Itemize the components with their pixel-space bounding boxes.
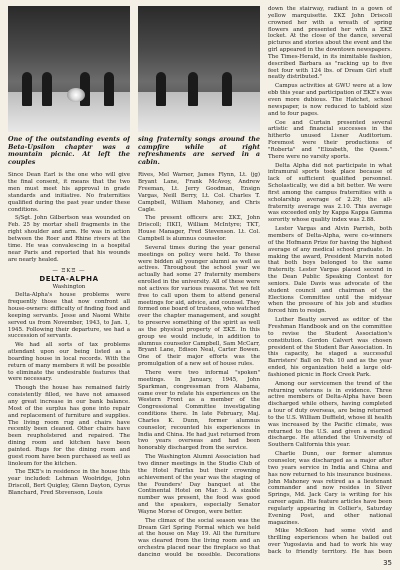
photo-caption-left: One of the outstanding events of Beta-Upsilon chapter was a mountain picnic. At left the couples <box>8 135 130 166</box>
column-3 <box>268 6 392 556</box>
photo-campfire-left <box>8 6 130 132</box>
section-divider: — ΞΚΞ — <box>52 268 86 275</box>
section-heading: DELTA-ALPHA <box>39 275 99 284</box>
paragraph: The Washington Alumni Association had two dinner meetings in the Studio Club of the Hotel Fairfax but their crowning achievement of the year was the staging of the Founders' Day banquet at the Continental Hotel on Mar. 3. A sizable number was present, the food was good and the speakers, especially Senator Wayne Morse of Oregon, were better. <box>138 454 260 515</box>
page-number: 35 <box>383 559 392 567</box>
paragraph: Since Dean Earl is the one who will give the final consent, it means that the two men must meet his approval in grade standards and initiative. No fraternities qualified during the past year under these conditions. <box>8 172 130 213</box>
paragraph: There were two informal "spoken" meetings. In January, 1945, John Sparkman, congressman from Alabama, came over to relate his experiences on the Western Front as a member of the Congressional Committee investigating conditions there. In late February, Maj. Charles K. Dunn, former alumnus counselor, recounted his experiences in India and China. He had just returned from two years overseas and had been honorably discharged from the service. <box>138 370 260 452</box>
photo-cabin-right <box>138 6 260 132</box>
paragraph: Delta Alpha did not participate in what intramural sports took place because of lack of sufficient qualified personnel. Scholastically, we did a bit better. We were first among the campus fraternities with a scholarship average of 2.29; the all-fraternity average was 2.10. This average was exceeded only by Kappa Kappa Gamma sorority whose quality index was 2.88. <box>268 162 392 224</box>
text-columns <box>8 6 392 556</box>
paragraph: down the stairway, radiant in a gown of yellow marquisette. ΣΚΣ John Driscoll crowned her with a wreath of spring flowers and presented her with a ΞΚΞ locket. At the close of the dance, several pictures and stories about the event and the girl appeared in the downtown newspapers. The Times-Herald, in its inimitable fashion, described Barbara as "racking up to five feet four with 124 lbs. of Dream Girl stuff neatly distributed." <box>268 6 392 81</box>
paragraph: The present officers are: ΣΚΣ, John Driscoll; ΠΚΠ, William McIntyre; ΤΚΤ, House Manager, Fred Stevenson. Lt. Col. Campbell is alumnus counselor. <box>138 215 260 242</box>
paragraph: Though the house has remained fairly consistently filled, we have not amassed any great increase in our bank balance. Most of the surplus has gone into repair and replacement of furniture and supplies. The living room rug and chairs have recently been cleaned. Other chairs have been reupholstered and repaired. The dining room and kitchen have been painted. Rugs for the dining room and guest room have been purchased as well as linoleum for the kitchen. <box>8 385 130 467</box>
photo-caption-right: sing fraternity songs around the campfire while at right refreshments are served in a cabin. <box>138 135 260 166</box>
paragraph: S/Sgt. John Gilbertson was wounded on Feb. 25 by mortar shell fragments in the right shoulder and arm. He was in action between the Roer and Rhine rivers at the time. He was convalescing in a hospital near Paris and reported that his wounds are nearly healed. <box>8 215 130 263</box>
paragraph: The climax of the social season was the Dream Girl Spring Formal which we held at the house on May 19. All the furniture was cleared from the living room and an orchestra placed near the fireplace so that dancing would be possible. Decorations <box>138 517 260 556</box>
paragraph: Coe and Curtain presented several artistic and financial successes in the hitherto unused Lisner Auditorium. Foremost were their productions of "Roberta" and "Elizabeth, the Queen." There were no varsity sports. <box>268 119 392 160</box>
paragraph: Mike McKeon had some vivid and thrilling experiences when he bailed out over Yugoslavia and had to work his way back to friendly territory. He has been <box>268 528 392 555</box>
paragraph: Charlie Dunn, our former alumnus counselor, was discharged as a major after two years service in India and China and has now returned to his insurance business. John Mahoney was retired as a lieutenant commander and now resides in Silver Springs, Md. Jack Cary is writing for his career again. His feature articles have been regularly appearing in Collier's, Saturday Evening Post, and other national magazines. <box>268 451 392 526</box>
section-location: Washington <box>52 284 86 291</box>
column-2 <box>138 6 260 556</box>
paragraph: Delta-Alpha's house problems were frequently those that now confront all house-owners: difficulty of finding food and keeping servants. Jesse and Naomi White served us from November, 1943, to Jan. 1, 1945. Following their departure, we had a succession of servants. <box>8 292 130 340</box>
paragraph: Luther Beatty served as editor of the Freshman Handbook and on the committee to revise the Student Association's constitution. Gordon Calvert was chosen president of the Student Bar Association. In this capacity, he staged a successful Barristers' Ball on Feb. 10 and as the year ended, his organization held a large old-fashioned picnic in Rock Creek Park. <box>268 317 392 378</box>
paragraph: Lester Vargas and Alvin Parrish, both members of Delta-Alpha, were co-winners of the Hofmann Prize for having the highest average of any medical school graduate. In making the award, President Marvin noted that both boys belonged to the same fraternity. Lester Vargas placed second in the Dean Public Speaking Contest for seniors. Dale Davis was advocate of the student council and chairman of the Elections Committee until the midyear when the pressure of his job and studies forced him to resign. <box>268 226 392 315</box>
paragraph: Among our servicemen the trend of the returning veterans is in evidence. Three active members of Delta-Alpha have been discharged while others, having completed a tour of duty overseas, are being returned to the U.S. William Duffield, whose ill health was increased by the Pacific climate, was returned to the U.S. and given a medical discharge. He attended the University of Southern California this year. <box>268 380 392 449</box>
paragraph: Rives, Mel Warner, James Flynn, Lt. (jg) Bryant Lane, Frank McAvoy, Andrew Freeman, Lt. Jerry Goodman, Ensign Vargas, Neill Berry, Lt. Col. Charles T. Campbell, William Mahoney, and Chris Cagle. <box>138 172 260 213</box>
paragraph: We had all sorts of tax problems attendant upon our being listed as a boarding house in local records. With the return of many members it will be possible to eliminate the undesirable features that were necessary. <box>8 342 130 383</box>
campfire <box>67 88 85 102</box>
paragraph: Several times during the year general meetings on policy were held. To these were bidden all younger alumni as well as actives. Throughout the school year we actually had some 27 fraternity members enrolled in the university. All of these were not actives for various reasons. Yet we felt free to call upon them to attend general meetings for aid, advice, and counsel. They formed one board of trustees, who watched over the chapter management, and sought to preserve something of the spirit as well as the physical property of ΞΚΞ. In this group we would include, in addition to alumnus counselor Campbell, Sam McCarr, Bryant Lane, Edison Neal, Carter Bowen. One of their major efforts was the promulgation of a new set of house rules. <box>138 244 260 368</box>
paragraph: Campus activities at GWU were at a low ebb this year and participation of ΞΚΞ's was even more dubious. The Hatchet, school newspaper, is now reduced to tabloid size and to four pages. <box>268 83 392 117</box>
column-1 <box>8 6 130 556</box>
paragraph: The ΞΚΞ's in residence in the house this year included: Lehman Woolridge, John Driscoll, Bert Quigley, Glenn Dayton, Cyrus Blanchard, Fred Stevenson, Louis <box>8 469 130 496</box>
